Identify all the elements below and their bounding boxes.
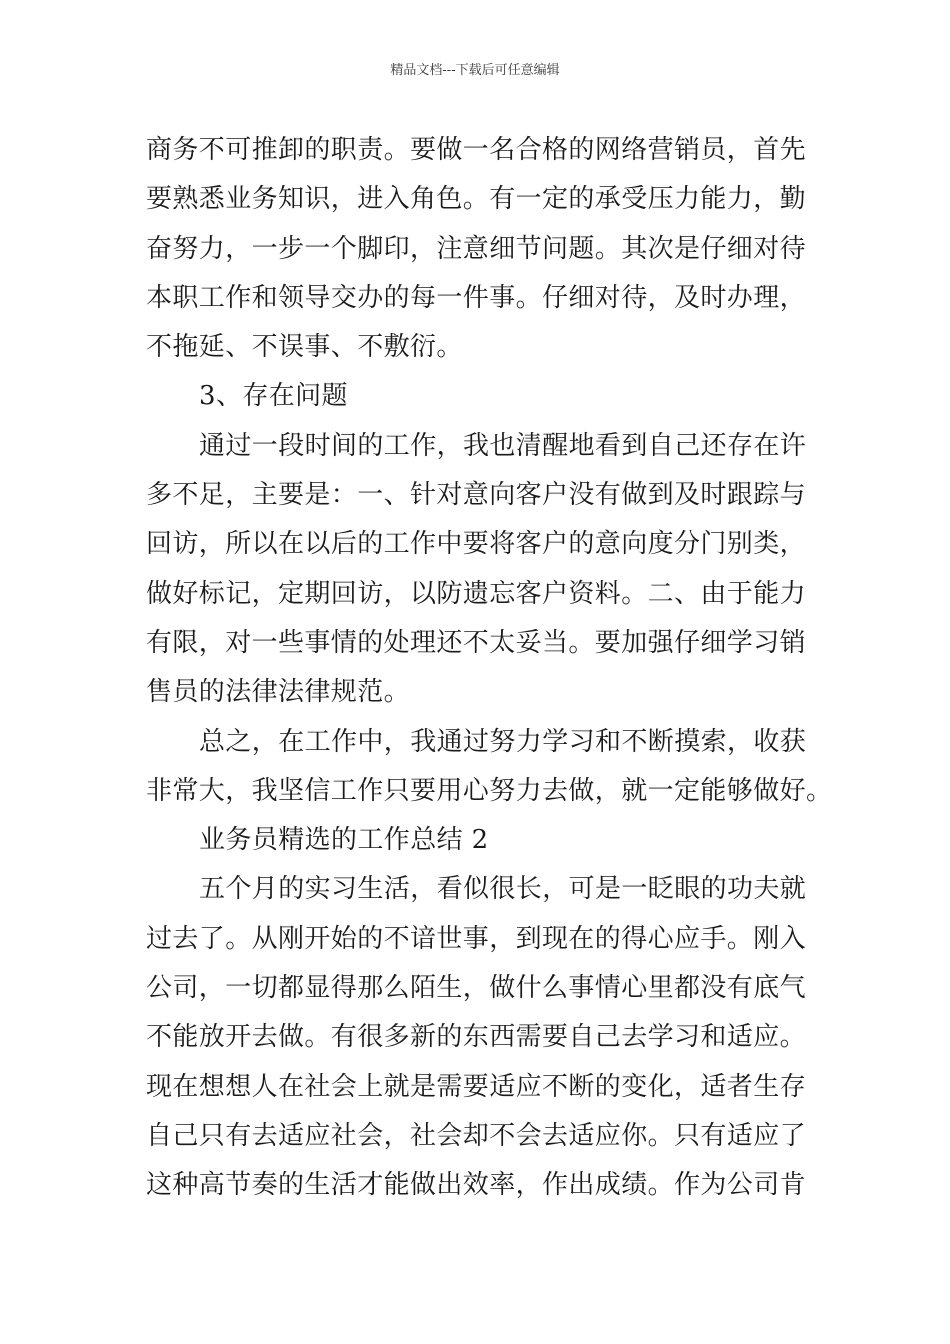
body-line: 售员的法律法律规范。 [146,677,411,708]
body-line: 五个月的实习生活，看似很长，可是一眨眼的功夫就 [199,874,807,905]
section-heading: 3、存在问题 [199,381,348,412]
body-line: 做好标记，定期回访，以防遗忘客户资料。二、由于能力 [146,578,807,609]
body-line: 商务不可推卸的职责。要做一名合格的网络营销员，首先 [146,135,807,165]
body-line: 过去了。从刚开始的不谙世事，到现在的得心应手。刚入 [146,923,807,954]
body-line: 有限，对一些事情的处理还不太妥当。要加强仔细学习销 [146,627,807,658]
body-line: 不能放开去做。有很多新的东西需要自己去学习和适应。 [146,1022,807,1053]
body-line: 总之，在工作中，我通过努力学习和不断摸索，收获 [199,726,807,757]
body-line: 回访，所以在以后的工作中要将客户的意向度分门别类， [146,529,807,560]
page-header: 精品文档---下载后可任意编辑 [390,63,560,78]
body-line: 自己只有去适应社会，社会却不会去适应你。只有适应了 [146,1120,807,1151]
body-line: 要熟悉业务知识，进入角色。有一定的承受压力能力，勤 [146,184,807,215]
document-body [146,126,833,1211]
body-line: 这种高节奏的生活才能做出效率，作出成绩。作为公司肯 [146,1170,807,1201]
body-line: 现在想想人在社会上就是需要适应不断的变化，适者生存 [146,1071,807,1102]
body-line: 本职工作和领导交办的每一件事。仔细对待，及时办理， [146,282,807,313]
body-line: 奋努力，一步一个脚印，注意细节问题。其次是仔细对待 [146,233,807,264]
section-heading: 业务员精选的工作总结 2 [199,825,489,856]
body-line: 通过一段时间的工作，我也清醒地看到自己还存在许 [199,430,807,461]
body-line: 多不足，主要是：一、针对意向客户没有做到及时跟踪与 [146,480,807,511]
body-line: 不拖延、不误事、不敷衍。 [146,332,463,363]
body-line: 非常大，我坚信工作只要用心努力去做，就一定能够做好。 [146,775,833,806]
body-line: 公司，一切都显得那么陌生，做什么事情心里都没有底气 [146,973,807,1004]
